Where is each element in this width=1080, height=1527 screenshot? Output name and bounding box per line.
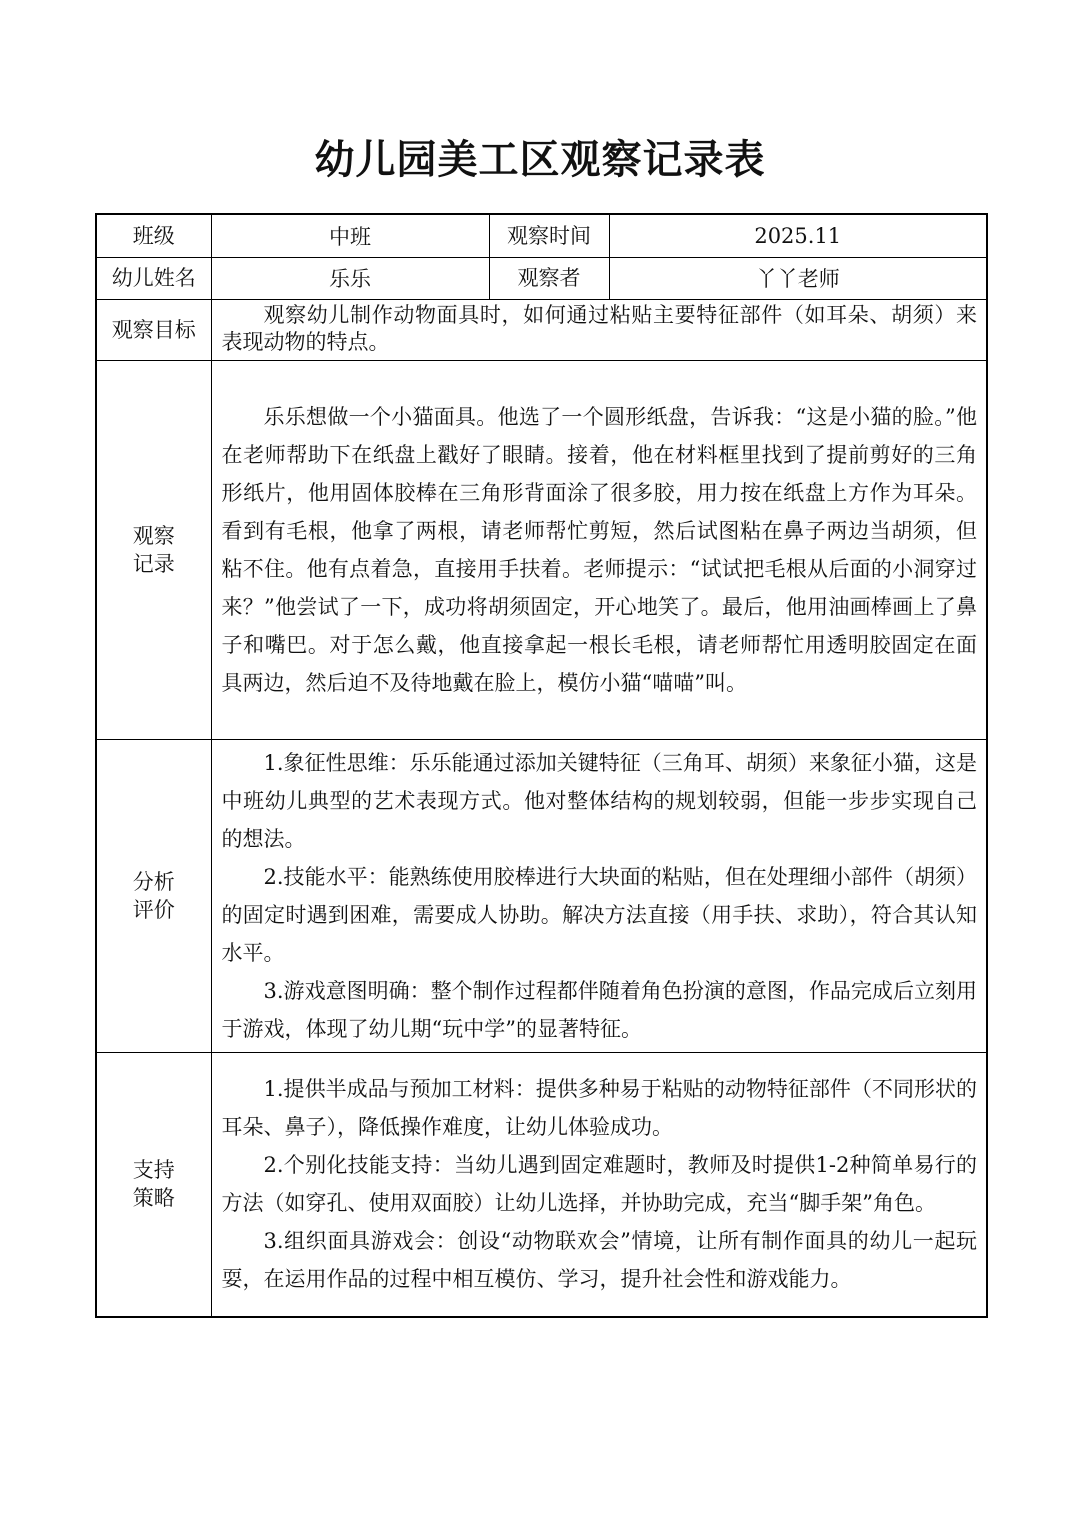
class-label: 班级 (96, 214, 211, 257)
goal-cell (211, 299, 987, 360)
table-row-analysis (96, 739, 987, 1052)
table-row-child (96, 257, 987, 299)
child-label: 幼儿姓名 (96, 257, 211, 299)
record-label (96, 360, 211, 739)
goal-text: 观察幼儿制作动物面具时，如何通过粘贴主要特征部件（如耳朵、胡须）来表现动物的特点。 (221, 302, 977, 354)
support-paragraph-2: 2.个别化技能支持：当幼儿遇到固定难题时，教师及时提供1-2种简单易行的方法（如穿孔、使用双面胶）让幼儿选择，并协助完成，充当“脚手架”角色。 (221, 1153, 977, 1216)
analysis-label (96, 739, 211, 1052)
support-paragraph-1: 1.提供半成品与预加工材料：提供多种易于粘贴的动物特征部件（不同形状的耳朵、鼻子），降低操作难度，让幼儿体验成功。 (221, 1077, 977, 1140)
record-label-line-2: 记录 (132, 551, 175, 576)
analysis-paragraph-1: 1.象征性思维：乐乐能通过添加关键特征（三角耳、胡须）来象征小猫，这是中班幼儿典型的艺术表现方式。他对整体结构的规划较弱，但能一步步实现自己的想法。 (221, 750, 977, 851)
record-text: 乐乐想做一个小猫面具。他选了一个圆形纸盘，告诉我：“这是小猫的脸。”他在老师帮助下在纸盘上戳好了眼睛。接着，他在材料框里找到了提前剪好的三角形纸片，他用固体胶棒在三角形背面涂了很多胶，用力按在纸盘上方作为耳朵。看到有毛根，他拿了两根，请老师帮忙剪短，然后试图粘在鼻子两边当胡须，但粘不住。他有点着急，直接用手扶着。老师提示：“试试把毛根从后面的小洞穿过来？”他尝试了一下，成功将胡须固定，开心地笑了。最后，他用油画棒画上了鼻子和嘴巴。对于怎么戴，他直接拿起一根长毛根，请老师帮忙用透明胶固定在面具两边，然后迫不及待地戴在脸上，模仿小猫“喵喵”叫。 (221, 404, 977, 695)
analysis-cell (211, 739, 987, 1052)
record-cell (211, 360, 987, 739)
goal-label: 观察目标 (96, 299, 211, 360)
child-value: 乐乐 (211, 257, 489, 299)
record-label-line-1: 观察 (132, 523, 175, 548)
support-paragraph-3: 3.组织面具游戏会：创设“动物联欢会”情境，让所有制作面具的幼儿一起玩耍，在运用作品的过程中相互模仿、学习，提升社会性和游戏能力。 (221, 1229, 977, 1292)
table-row-class (96, 214, 987, 257)
support-label-line-1: 支持 (132, 1158, 175, 1183)
support-label (96, 1052, 211, 1317)
time-value: 2025.11 (609, 214, 987, 257)
support-cell (211, 1052, 987, 1317)
analysis-label-line-1: 分析 (132, 869, 175, 894)
table-row-goal (96, 299, 987, 360)
observer-label: 观察者 (489, 257, 609, 299)
analysis-paragraph-3: 3.游戏意图明确：整个制作过程都伴随着角色扮演的意图，作品完成后立刻用于游戏，体现了幼儿期“玩中学”的显著特征。 (221, 978, 977, 1041)
time-label: 观察时间 (489, 214, 609, 257)
analysis-paragraph-2: 2.技能水平：能熟练使用胶棒进行大块面的粘贴，但在处理细小部件（胡须）的固定时遇到困难，需要成人协助。解决方法直接（用手扶、求助），符合其认知水平。 (221, 864, 977, 965)
class-value: 中班 (211, 214, 489, 257)
table-row-support (96, 1052, 987, 1317)
analysis-label-line-2: 评价 (132, 897, 175, 922)
page-title: 幼儿园美工区观察记录表 (314, 136, 766, 183)
support-label-line-2: 策略 (132, 1186, 175, 1211)
observer-value: 丫丫老师 (609, 257, 987, 299)
table-row-record (96, 360, 987, 739)
observation-table (95, 213, 988, 1318)
